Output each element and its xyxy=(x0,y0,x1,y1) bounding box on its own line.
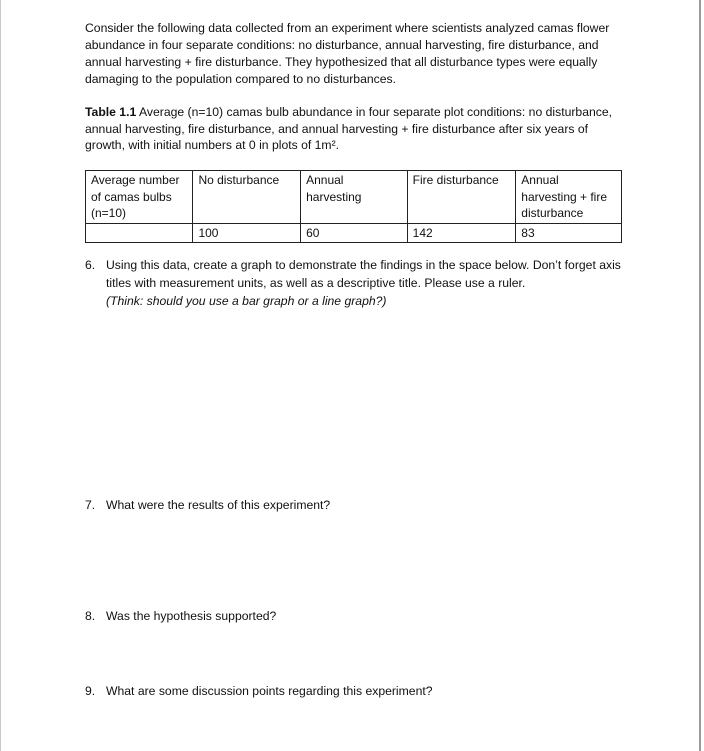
question-text: What were the results of this experiment? xyxy=(106,498,331,512)
column-header-no-disturbance: No disturbance xyxy=(193,171,301,224)
question-number: 6. xyxy=(85,258,96,272)
question-6 xyxy=(85,256,625,310)
question-8 xyxy=(85,607,625,625)
question-number: 9. xyxy=(85,684,96,698)
intro-paragraph: Consider the following data collected from an experiment where scientists analyzed camas flower abundance in four separate conditions: no disturbance, annual harvesting, fire disturbance, and annual harvesting + fire disturbance. They hypothesized that all disturbance types were equally damaging to the population compared to no disturbances. xyxy=(85,21,610,86)
value-harvesting-fire: 83 xyxy=(516,223,622,243)
question-number: 8. xyxy=(85,609,96,623)
column-header-harvesting-fire: Annual harvesting + fire disturbance xyxy=(516,171,622,224)
value-annual-harvesting: 60 xyxy=(301,223,408,243)
column-header-fire-disturbance: Fire disturbance xyxy=(407,171,516,224)
table-caption-text: Average (n=10) camas bulb abundance in four separate plot conditions: no disturbance, annual harvesting, fire disturbance, and annual harvesting + fire disturbance after six years of growth, with initial numbers at 0 in plots of 1m². xyxy=(85,105,613,152)
question-7 xyxy=(85,496,625,514)
table-caption xyxy=(85,104,625,154)
table-caption-label: Table 1.1 xyxy=(85,105,137,119)
question-text: Using this data, create a graph to demonstrate the findings in the space below. Don’t forget axis titles with measurement units, as well as a descriptive title. Please use a ruler. xyxy=(106,258,621,290)
camas-data-table xyxy=(85,170,622,243)
value-fire-disturbance: 142 xyxy=(407,223,516,243)
question-text: Was the hypothesis supported? xyxy=(106,609,277,623)
value-no-disturbance: 100 xyxy=(193,223,301,243)
table-empty-cell xyxy=(86,223,193,243)
question-hint: (Think: should you use a bar graph or a line graph?) xyxy=(106,294,387,308)
table-header-row xyxy=(86,171,622,224)
table-value-row xyxy=(86,223,622,243)
question-text: What are some discussion points regarding this experiment? xyxy=(106,684,433,698)
table-row-header: Average number of camas bulbs (n=10) xyxy=(86,171,193,224)
question-9 xyxy=(85,682,625,700)
question-number: 7. xyxy=(85,498,96,512)
column-header-annual-harvesting: Annual harvesting xyxy=(301,171,408,224)
